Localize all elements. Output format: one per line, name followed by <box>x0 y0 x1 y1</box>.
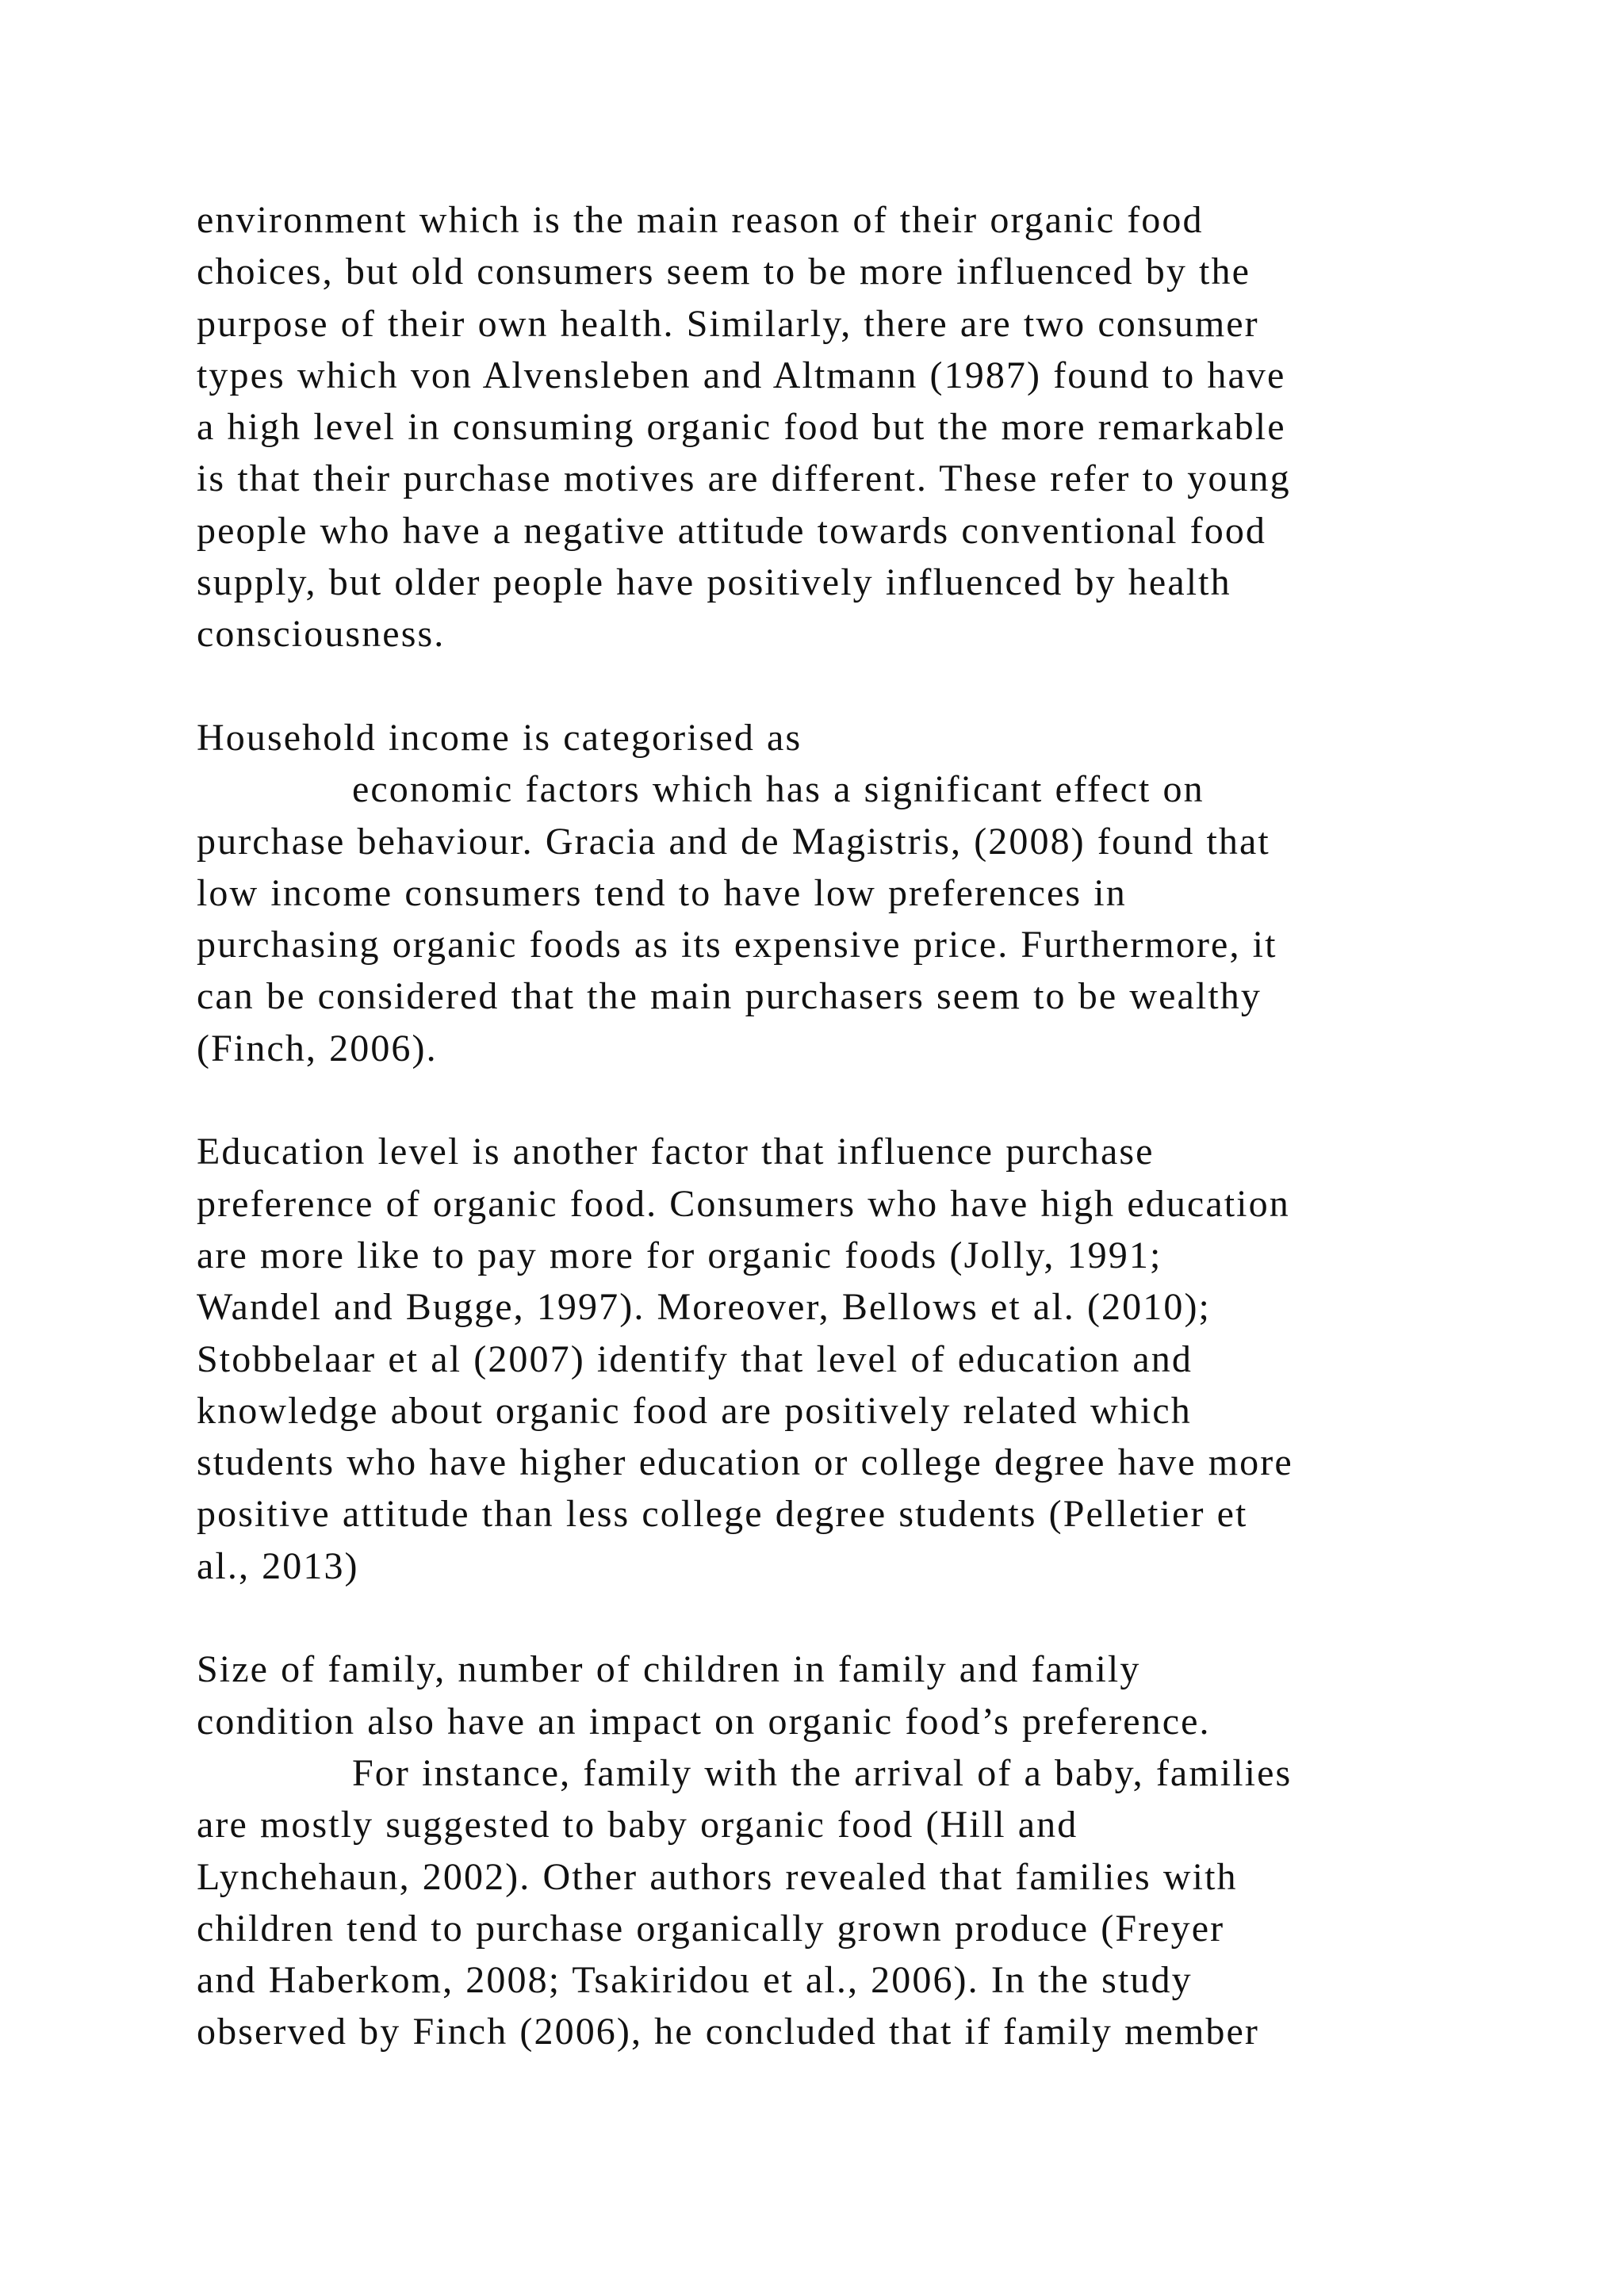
text-line: al., 2013) <box>197 1544 359 1587</box>
paragraph-gap <box>197 660 1505 712</box>
text-line: Wandel and Bugge, 1997). Moreover, Bellows et al. (2010); <box>197 1286 1211 1329</box>
text-line: is that their purchase motives are different. These refer to young <box>197 457 1291 500</box>
text-line: are mostly suggested to baby organic food (Hill and <box>197 1804 1078 1846</box>
text-line: (Finch, 2006). <box>197 1027 438 1070</box>
text-line: observed by Finch (2006), he concluded that if family member <box>197 2011 1259 2053</box>
body-text <box>197 194 1505 2058</box>
paragraph-education <box>197 1126 1505 1592</box>
text-line-indented: economic factors which has a significant effect on <box>352 768 1205 811</box>
text-line: low income consumers tend to have low preferences in <box>197 871 1127 914</box>
text-line: people who have a negative attitude towards conventional food <box>197 509 1267 552</box>
text-line: preference of organic food. Consumers who have high education <box>197 1182 1290 1225</box>
text-line: Education level is another factor that influence purchase <box>197 1131 1155 1173</box>
text-line: consciousness. <box>197 613 446 656</box>
text-line: and Haberkom, 2008; Tsakiridou et al., 2006). In the study <box>197 1959 1193 2002</box>
text-line: choices, but old consumers seem to be more influenced by the <box>197 251 1251 293</box>
text-line: purchase behaviour. Gracia and de Magistris, (2008) found that <box>197 820 1270 863</box>
text-line: Stobbelaar et al (2007) identify that level of education and <box>197 1337 1193 1380</box>
text-line: knowledge about organic food are positively related which <box>197 1389 1192 1432</box>
text-line: environment which is the main reason of their organic food <box>197 199 1204 241</box>
text-line: children tend to purchase organically grown produce (Freyer <box>197 1907 1225 1950</box>
text-line: Size of family, number of children in family and family <box>197 1648 1141 1691</box>
text-line: purpose of their own health. Similarly, there are two consumer <box>197 302 1259 345</box>
text-line: supply, but older people have positively influenced by health <box>197 561 1231 604</box>
text-line: Lynchehaun, 2002). Other authors revealed that families with <box>197 1855 1238 1898</box>
paragraph-age <box>197 194 1505 660</box>
text-line: are more like to pay more for organic foods (Jolly, 1991; <box>197 1234 1162 1276</box>
paragraph-gap <box>197 1592 1505 1644</box>
text-line: positive attitude than less college degree students (Pelletier et <box>197 1493 1248 1536</box>
text-line: purchasing organic foods as its expensive price. Furthermore, it <box>197 924 1277 966</box>
paragraph-family <box>197 1644 1505 2057</box>
text-line: students who have higher education or college degree have more <box>197 1441 1293 1484</box>
text-line: a high level in consuming organic food but the more remarkable <box>197 406 1286 449</box>
text-line: condition also have an impact on organic food’s preference. <box>197 1700 1211 1743</box>
paragraph-gap <box>197 1074 1505 1126</box>
paragraph-income <box>197 712 1505 1074</box>
text-line: types which von Alvensleben and Altmann (1987) found to have <box>197 354 1286 396</box>
text-line: can be considered that the main purchasers seem to be wealthy <box>197 975 1262 1018</box>
text-line: Household income is categorised as <box>197 716 802 759</box>
text-line-indented: For instance, family with the arrival of a baby, families <box>352 1751 1293 1794</box>
